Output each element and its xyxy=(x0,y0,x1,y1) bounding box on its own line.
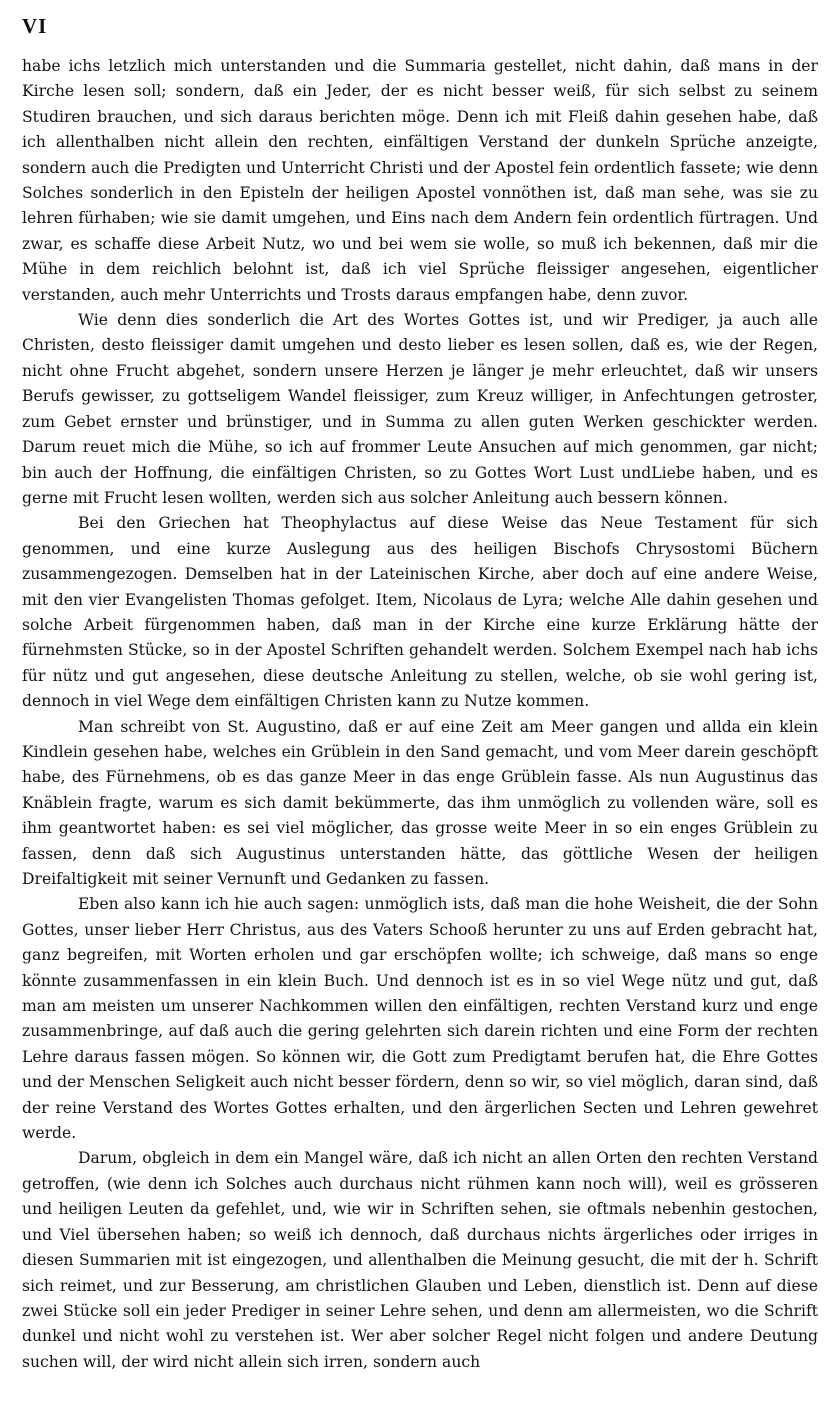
paragraph-3: Bei den Griechen hat Theophylactus auf diese Weise das Neue Testament für sich genommen, und eine kurze Auslegung aus des heiligen Bischofs Chrysostomi Büchern zusammengezogen. Demselben hat in der Lateinischen Kirche, aber doch auf eine andere Weise, mit den vier Evangelisten Thomas gefolget. Item, Nicolaus de Lyra; welche Alle dahin gesehen und solche Arbeit fürgenommen haben, daß man in der Kirche eine kurze Erklärung hätte der fürnehmsten Stücke, so in der Apostel Schriften gehandelt werden. Solchem Exempel nach hab ichs für nütz und gut angesehen, diese deutsche Anleitung zu stellen, welche, ob sie wohl gering ist, dennoch in viel Wege dem einfältigen Christen kann zu Nutze kommen. xyxy=(22,514,818,711)
body-text xyxy=(22,54,818,1375)
paragraph-6: Darum, obgleich in dem ein Mangel wäre, daß ich nicht an allen Orten den rechten Verstand getroffen, (wie denn ich Solches auch durchaus nicht rühmen kann noch will), weil es grösseren und heiligen Leuten da gefehlet, und, wie wir in Schriften sehen, sie oftmals nebenhin gestochen, und Viel übersehen haben; so weiß ich dennoch, daß durchaus nichts ärgerliches oder irriges in diesen Summarien mit ist eingezogen, und allenthalben die Meinung gesucht, die mit der h. Schrift sich reimet, und zur Besserung, am christlichen Glauben und Leben, dienstlich ist. Denn auf diese zwei Stücke soll ein jeder Prediger in seiner Lehre sehen, und denn am allermeisten, wo die Schrift dunkel und nicht wohl zu verstehen ist. Wer aber solcher Regel nicht folgen und andere Deutung suchen will, der wird nicht allein sich irren, sondern auch xyxy=(22,1149,818,1371)
paragraph-4: Man schreibt von St. Augustino, daß er auf eine Zeit am Meer gangen und allda ein klein Kindlein gesehen habe, welches ein Grüblein in den Sand gemacht, und vom Meer darein geschöpft habe, des Fürnehmens, ob es das ganze Meer in das enge Grüblein fasse. Als nun Augustinus das Knäblein fragte, warum es sich damit bekümmerte, das ihm unmöglich zu vollenden wäre, soll es ihm geantwortet haben: es sei viel möglicher, das grosse weite Meer in so ein enges Grüblein zu fassen, denn daß sich Augustinus unterstanden hätte, das göttliche Wesen der heiligen Dreifaltigkeit mit seiner Vernunft und Gedanken zu fassen. xyxy=(22,717,818,888)
paragraph-5: Eben also kann ich hie auch sagen: unmöglich ists, daß man die hohe Weisheit, die der Sohn Gottes, unser lieber Herr Christus, aus des Vaters Schooß herunter zu uns auf Erden gebracht hat, ganz begreifen, mit Worten erholen und gar erschöpfen wollte; ich schweige, daß mans so enge könnte zusammenfassen in ein klein Buch. Und dennoch ist es in so viel Wege nütz und gut, daß man am meisten um unserer Nachkommen willen den einfältigen, rechten Verstand kurz und enge zusammenbringe, auf daß auch die gering gelehrten sich darein richten und eine Form der rechten Lehre daraus fassen mögen. So können wir, die Gott zum Predigtamt berufen hat, die Ehre Gottes und der Menschen Seligkeit auch nicht besser fördern, denn so wir, so viel möglich, daran sind, daß der reine Verstand des Wortes Gottes erhalten, und den ärgerlichen Secten und Lehren gewehret werde. xyxy=(22,895,818,1143)
page-number: VI xyxy=(22,14,48,38)
paragraph-1: habe ichs letzlich mich unterstanden und die Summaria gestellet, nicht dahin, daß mans in der Kirche lesen soll; sondern, daß ein Jeder, der es nicht besser weiß, für sich selbst zu seinem Studiren brauchen, und sich daraus berichten möge. Denn ich mit Fleiß dahin gesehen habe, daß ich allenthalben nicht allein den rechten, einfältigen Verstand der dunkeln Sprüche anzeigte, sondern auch die Predigten und Unterricht Christi und der Apostel fein ordentlich fassete; wie denn Solches sonderlich in den Episteln der heiligen Apostel vonnöthen ist, daß man sehe, was sie zu lehren fürhaben; wie sie damit umgehen, und Eins nach dem Andern fein ordentlich fürtragen. Und zwar, es schaffe diese Arbeit Nutz, wo und bei wem sie wolle, so muß ich bekennen, daß mir die Mühe in dem reichlich belohnt ist, daß ich viel Sprüche fleissiger angesehen, eigentlicher verstanden, auch mehr Unterrichts und Trosts daraus empfangen habe, denn zuvor. xyxy=(22,57,818,304)
paragraph-2: Wie denn dies sonderlich die Art des Wortes Gottes ist, und wir Prediger, ja auch alle Christen, desto fleissiger damit umgehen und desto lieber es lesen sollen, daß es, wie der Regen, nicht ohne Frucht abgehet, sondern unsere Herzen je länger je mehr erleuchtet, daß wir unsers Berufs gewisser, zu gottseligem Wandel fleissiger, zum Kreuz williger, in Anfechtungen getroster, zum Gebet ernster und brünstiger, und in Summa zu allen guten Werken geschickter werden. Darum reuet mich die Mühe, so ich auf frommer Leute Ansuchen auf mich genommen, gar nicht; bin auch der Hoffnung, die einfältigen Christen, so zu Gottes Wort Lust undLiebe haben, und es gerne mit Frucht lesen wollten, werden sich aus solcher Anleitung auch bessern können. xyxy=(22,311,818,507)
